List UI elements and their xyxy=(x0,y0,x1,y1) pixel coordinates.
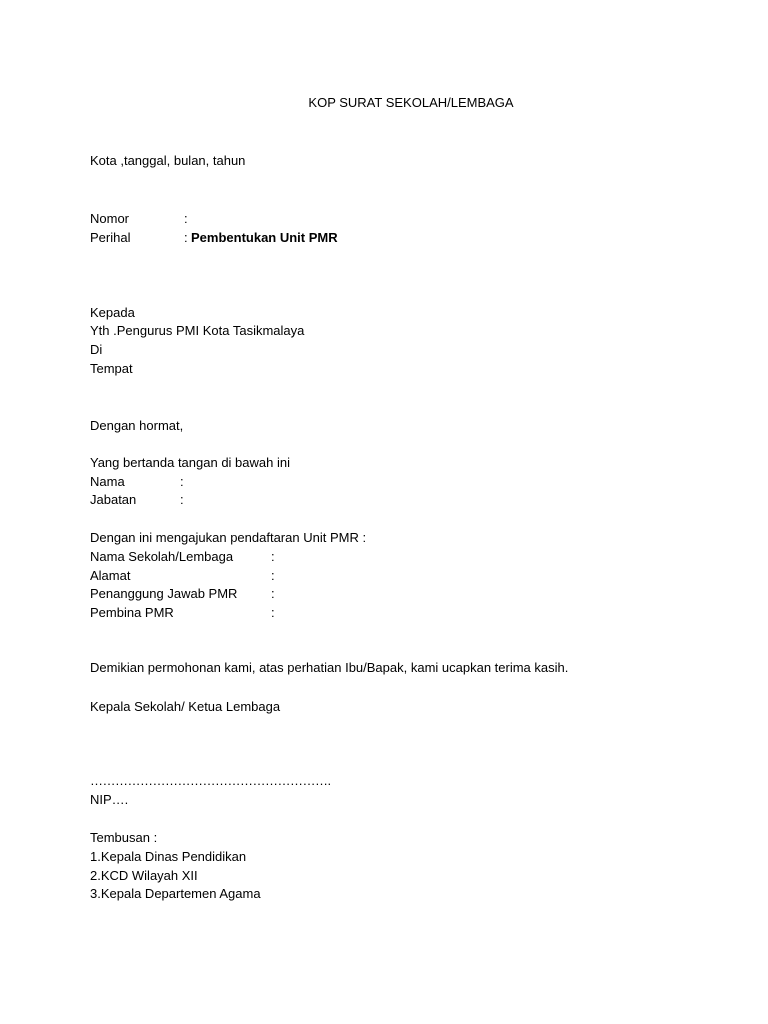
nomor-row xyxy=(90,210,129,227)
reg-field-sekolah-colon: : xyxy=(271,549,275,564)
place-date: Kota ,tanggal, bulan, tahun xyxy=(90,153,246,168)
recipient-di: Di xyxy=(90,342,103,357)
reg-field-pembina-colon: : xyxy=(271,605,275,620)
recipient-yth: Yth .Pengurus PMI Kota Tasikmalaya xyxy=(90,323,305,338)
perihal-row xyxy=(90,229,130,246)
reg-field-sekolah-label: Nama Sekolah/Lembaga xyxy=(90,549,234,564)
salutation: Dengan hormat, xyxy=(90,418,184,433)
reg-field-alamat-colon: : xyxy=(271,568,275,583)
reg-field-pembina-label: Pembina PMR xyxy=(90,605,174,620)
tembusan-item: 2.KCD Wilayah XII xyxy=(90,868,198,883)
tembusan-title: Tembusan : xyxy=(90,830,158,845)
nomor-colon: : xyxy=(184,211,188,226)
signer-title: Kepala Sekolah/ Ketua Lembaga xyxy=(90,699,281,714)
registration-intro: Dengan ini mengajukan pendaftaran Unit PMR : xyxy=(90,530,367,545)
signer-field-nama-colon: : xyxy=(180,474,184,489)
signer-field-jabatan-label: Jabatan xyxy=(90,492,137,507)
recipient-tempat: Tempat xyxy=(90,361,133,376)
recipient-kepada: Kepada xyxy=(90,305,135,320)
reg-field-alamat-label: Alamat xyxy=(90,568,131,583)
perihal-value: Pembentukan Unit PMR xyxy=(191,230,338,245)
tembusan-item: 1.Kepala Dinas Pendidikan xyxy=(90,849,247,864)
signer-intro: Yang bertanda tangan di bawah ini xyxy=(90,455,290,470)
closing-paragraph: Demikian permohonan kami, atas perhatian Ibu/Bapak, kami ucapkan terima kasih. xyxy=(90,660,569,675)
reg-field-penanggung-colon: : xyxy=(271,586,275,601)
nip: NIP…. xyxy=(90,792,129,807)
signer-field-jabatan-colon: : xyxy=(180,492,184,507)
perihal-colon: : xyxy=(184,230,188,245)
letterhead-title: KOP SURAT SEKOLAH/LEMBAGA xyxy=(308,95,514,110)
reg-field-penanggung-label: Penanggung Jawab PMR xyxy=(90,586,238,601)
signer-field-nama-label: Nama xyxy=(90,474,125,489)
nomor-label: Nomor xyxy=(90,211,130,226)
signature-line: …………………………………………………. xyxy=(90,773,331,788)
tembusan-item: 3.Kepala Departemen Agama xyxy=(90,886,261,901)
perihal-label: Perihal xyxy=(90,230,131,245)
